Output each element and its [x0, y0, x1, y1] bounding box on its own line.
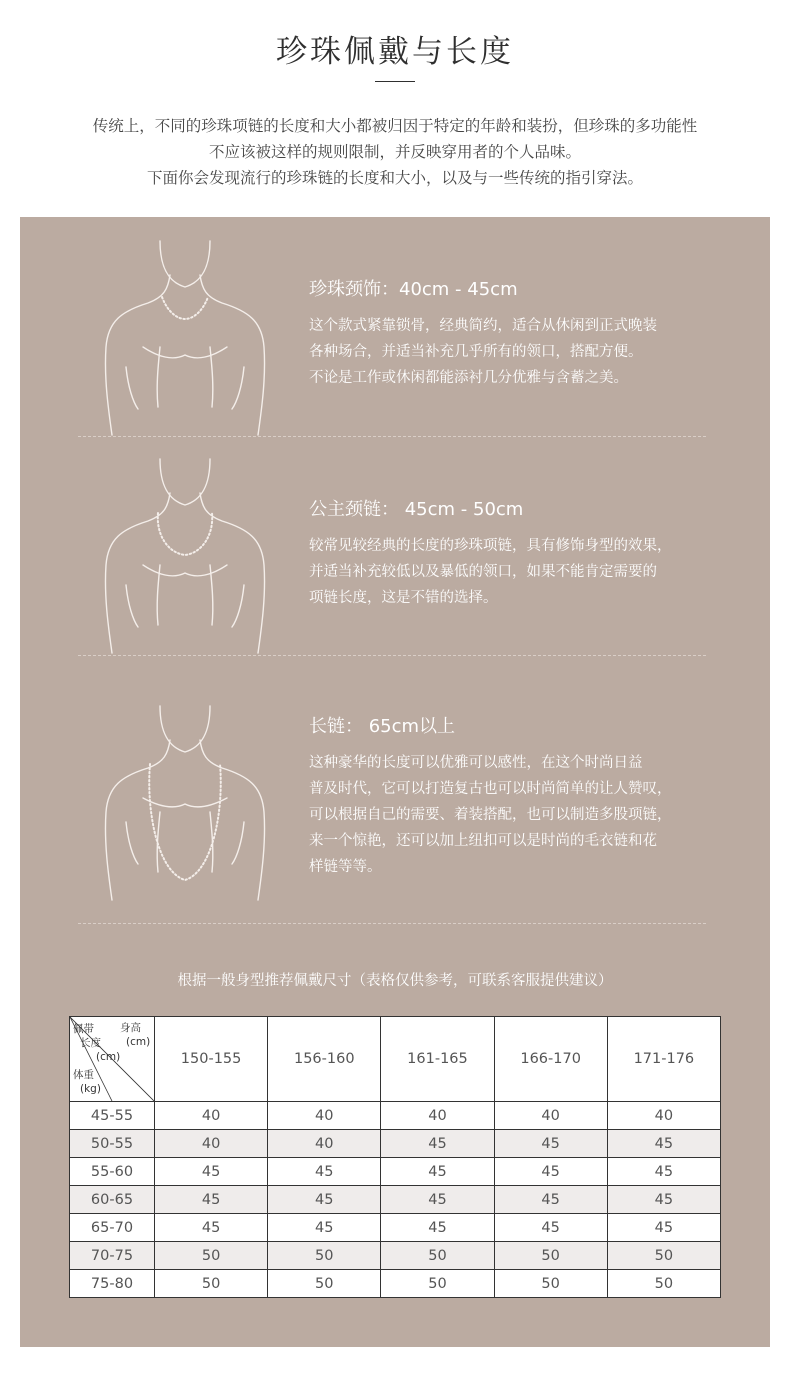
intro-line: 传统上，不同的珍珠项链的长度和大小都被归因于特定的年龄和装扮，但珍珠的多功能性 — [92, 117, 698, 135]
choker-necklace-figure — [98, 237, 272, 437]
length-cell: 45 — [268, 1214, 381, 1242]
description-line: 项链长度，这是不错的选择。 — [309, 590, 498, 606]
length-cell: 45 — [381, 1186, 494, 1214]
intro-text — [0, 113, 790, 191]
section-description — [309, 313, 657, 391]
pearl-length-panel — [20, 217, 770, 1347]
description-line: 普及时代，它可以打造复古也可以时尚简单的让人赞叹， — [309, 781, 672, 797]
section-divider — [78, 655, 706, 656]
length-cell: 45 — [268, 1158, 381, 1186]
length-cell: 45 — [607, 1186, 720, 1214]
length-cell: 40 — [268, 1102, 381, 1130]
description-line: 这种豪华的长度可以优雅可以感性，在这个时尚日益 — [309, 755, 643, 771]
table-row — [70, 1242, 721, 1270]
table-row — [70, 1214, 721, 1242]
length-cell: 45 — [494, 1186, 607, 1214]
length-cell: 45 — [494, 1158, 607, 1186]
table-corner-header — [70, 1017, 155, 1102]
long-necklace-figure — [98, 702, 272, 902]
weight-cell: 65-70 — [70, 1214, 155, 1242]
section-title: 公主颈链： 45cm - 50cm — [309, 499, 524, 520]
length-cell: 50 — [494, 1242, 607, 1270]
length-cell: 45 — [607, 1130, 720, 1158]
section-choker — [20, 237, 770, 447]
height-column-header: 171-176 — [607, 1017, 720, 1102]
length-cell: 40 — [381, 1102, 494, 1130]
description-line: 不论是工作或休闲都能添衬几分优雅与含蓄之美。 — [309, 370, 628, 386]
length-cell: 45 — [268, 1186, 381, 1214]
page-title: 珍珠佩戴与长度 — [276, 34, 514, 70]
length-cell: 50 — [381, 1242, 494, 1270]
length-cell: 50 — [381, 1270, 494, 1298]
corner-weight-label: 体重 — [73, 1069, 94, 1081]
length-cell: 45 — [155, 1158, 268, 1186]
length-cell: 45 — [494, 1130, 607, 1158]
section-divider — [78, 436, 706, 437]
section-divider — [78, 923, 706, 924]
height-column-header: 156-160 — [268, 1017, 381, 1102]
length-cell: 50 — [607, 1270, 720, 1298]
princess-necklace-figure — [98, 455, 272, 655]
length-cell: 50 — [155, 1242, 268, 1270]
height-column-header: 161-165 — [381, 1017, 494, 1102]
length-cell: 45 — [155, 1214, 268, 1242]
description-line: 样链等等。 — [309, 859, 382, 875]
corner-height-label: 身高 — [120, 1022, 141, 1034]
weight-cell: 55-60 — [70, 1158, 155, 1186]
section-title: 珍珠颈饰：40cm - 45cm — [309, 279, 518, 300]
table-header-row — [70, 1017, 721, 1102]
section-description — [309, 533, 672, 611]
table-row — [70, 1158, 721, 1186]
description-line: 这个款式紧靠锁骨，经典简约，适合从休闲到正式晚装 — [309, 318, 657, 334]
length-cell: 45 — [494, 1214, 607, 1242]
weight-cell: 60-65 — [70, 1186, 155, 1214]
corner-length-label-2: 长度 — [80, 1037, 101, 1049]
length-cell: 40 — [268, 1130, 381, 1158]
table-row — [70, 1102, 721, 1130]
height-column-header: 150-155 — [155, 1017, 268, 1102]
length-cell: 50 — [494, 1270, 607, 1298]
description-line: 并适当补充较低以及暴低的领口，如果不能肯定需要的 — [309, 564, 657, 580]
size-table — [69, 1016, 721, 1298]
table-row — [70, 1270, 721, 1298]
length-cell: 45 — [381, 1158, 494, 1186]
description-line: 各种场合，并适当补充几乎所有的领口，搭配方便。 — [309, 344, 643, 360]
length-cell: 45 — [381, 1130, 494, 1158]
description-line: 来一个惊艳，还可以加上纽扣可以是时尚的毛衣链和花 — [309, 833, 657, 849]
table-row — [70, 1130, 721, 1158]
table-caption: 根据一般身型推荐佩戴尺寸（表格仅供参考，可联系客服提供建议） — [177, 973, 613, 989]
description-line: 可以根据自己的需要、着装搭配，也可以制造多股项链， — [309, 807, 672, 823]
weight-cell: 45-55 — [70, 1102, 155, 1130]
length-cell: 45 — [607, 1214, 720, 1242]
length-cell: 50 — [607, 1242, 720, 1270]
weight-cell: 75-80 — [70, 1270, 155, 1298]
description-line: 较常见较经典的长度的珍珠项链，具有修饰身型的效果， — [309, 538, 672, 554]
length-cell: 50 — [155, 1270, 268, 1298]
weight-cell: 70-75 — [70, 1242, 155, 1270]
length-cell: 40 — [155, 1130, 268, 1158]
section-long-chain — [20, 702, 770, 912]
title-underline — [375, 81, 415, 82]
corner-height-unit: (cm) — [126, 1036, 151, 1048]
table-row — [70, 1186, 721, 1214]
section-description — [309, 750, 672, 880]
length-cell: 40 — [607, 1102, 720, 1130]
corner-length-label: 佩带 — [73, 1023, 94, 1035]
intro-line: 下面你会发现流行的珍珠链的长度和大小，以及与一些传统的指引穿法。 — [146, 169, 643, 187]
section-princess — [20, 455, 770, 665]
length-cell: 45 — [155, 1186, 268, 1214]
section-title: 长链： 65cm以上 — [309, 716, 456, 737]
corner-length-unit: (cm) — [96, 1051, 121, 1063]
length-cell: 45 — [607, 1158, 720, 1186]
corner-weight-unit: (kg) — [80, 1083, 101, 1095]
length-cell: 50 — [268, 1270, 381, 1298]
length-cell: 40 — [155, 1102, 268, 1130]
length-cell: 40 — [494, 1102, 607, 1130]
length-cell: 45 — [381, 1214, 494, 1242]
length-cell: 50 — [268, 1242, 381, 1270]
height-column-header: 166-170 — [494, 1017, 607, 1102]
intro-line: 不应该被这样的规则限制，并反映穿用者的个人品味。 — [208, 143, 581, 161]
weight-cell: 50-55 — [70, 1130, 155, 1158]
